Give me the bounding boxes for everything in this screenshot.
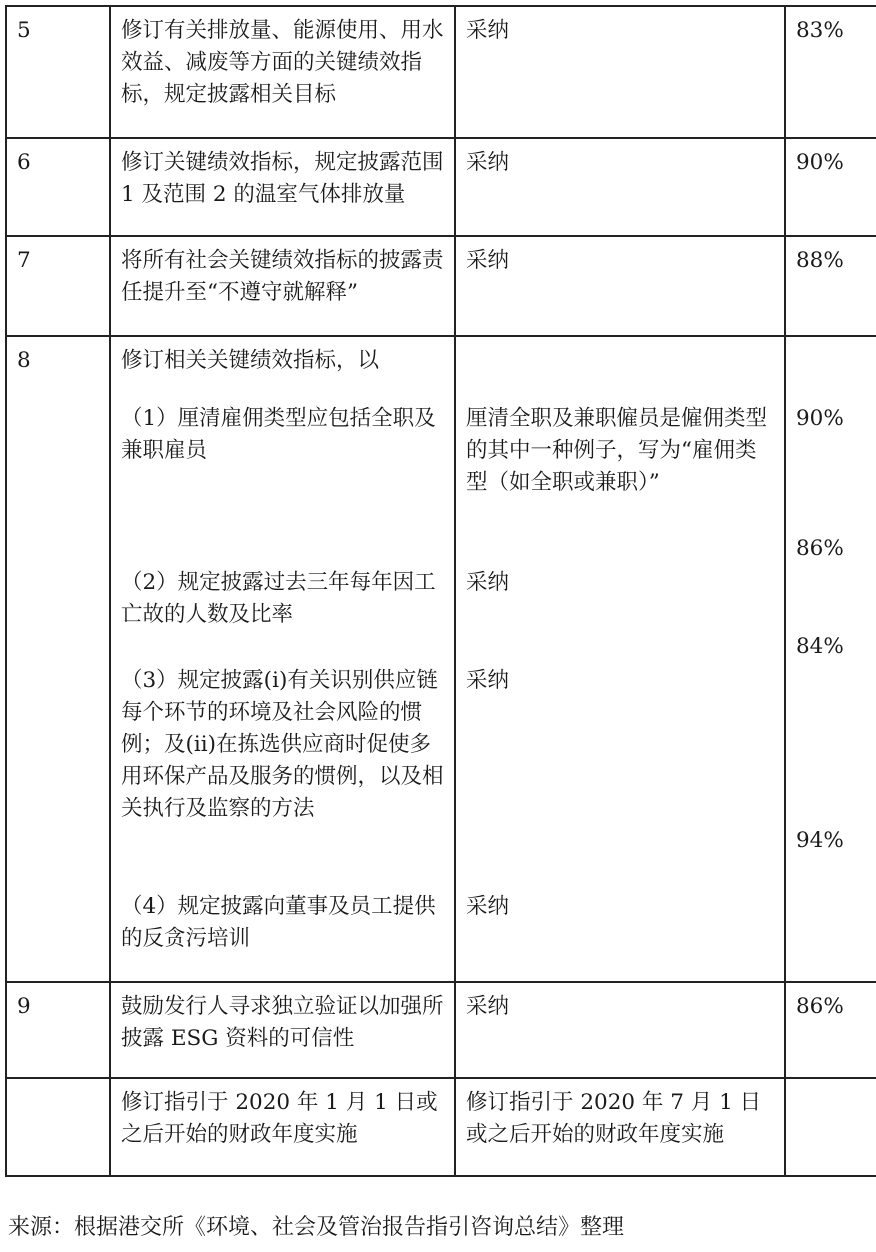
row-description: 修订有关排放量、能源使用、用水效益、减废等方面的关键绩效指标，规定披露相关目标	[110, 6, 455, 138]
row-number: 7	[6, 236, 110, 336]
table-row	[6, 336, 876, 982]
row-description: 修订关键绩效指标，规定披露范围 1 及范围 2 的温室气体排放量	[110, 138, 455, 236]
row-response: 修订指引于 2020 年 7 月 1 日或之后开始的财政年度实施	[455, 1078, 785, 1176]
table-row	[6, 982, 876, 1078]
sub-item-description: （2）规定披露过去三年每年因工亡故的人数及比率	[121, 570, 436, 627]
sub-item-response: 采纳	[466, 894, 510, 919]
row-description	[110, 336, 455, 982]
row-intro: 修订相关关键绩效指标，以	[121, 348, 380, 373]
row-number: 6	[6, 138, 110, 236]
row-description: 将所有社会关键绩效指标的披露责任提升至“不遵守就解释”	[110, 236, 455, 336]
row-response: 采纳	[455, 982, 785, 1078]
row-description: 修订指引于 2020 年 1 月 1 日或之后开始的财政年度实施	[110, 1078, 455, 1176]
row-percentage	[785, 1078, 876, 1176]
sub-item-response: 采纳	[466, 570, 510, 595]
sub-item-description: （1）厘清雇佣类型应包括全职及兼职雇员	[121, 406, 436, 463]
sub-item-percentage: 90%	[796, 406, 844, 431]
row-percentage: 86%	[785, 982, 876, 1078]
row-percentage: 83%	[785, 6, 876, 138]
table-row	[6, 1078, 876, 1176]
row-number	[6, 1078, 110, 1176]
row-number: 8	[6, 336, 110, 982]
sub-item-description: （3）规定披露(i)有关识别供应链每个环节的环境及社会风险的惯例；及(ii)在拣选供应商时促使多用环保产品及服务的惯例，以及相关执行及监察的方法	[121, 668, 444, 821]
recommendations-table	[5, 5, 876, 1177]
row-number: 9	[6, 982, 110, 1078]
source-note: 来源：根据港交所《环境、社会及管治报告指引咨询总结》整理	[8, 1215, 625, 1240]
row-response: 采纳	[455, 138, 785, 236]
table-row	[6, 236, 876, 336]
sub-item-response: 厘清全职及兼职僱员是僱佣类型的其中一种例子，写为“雇佣类型（如全职或兼职）”	[466, 406, 768, 495]
row-response	[455, 336, 785, 982]
row-percentage: 88%	[785, 236, 876, 336]
sub-item-response: 采纳	[466, 668, 510, 693]
table-row	[6, 138, 876, 236]
sub-item-percentage: 84%	[796, 634, 844, 659]
row-percentage: 90%	[785, 138, 876, 236]
row-number: 5	[6, 6, 110, 138]
sub-item-description: （4）规定披露向董事及员工提供的反贪污培训	[121, 894, 436, 951]
row-description: 鼓励发行人寻求独立验证以加强所披露 ESG 资料的可信性	[110, 982, 455, 1078]
row-response: 采纳	[455, 6, 785, 138]
row-percentage	[785, 336, 876, 982]
table-row	[6, 6, 876, 138]
row-response: 采纳	[455, 236, 785, 336]
sub-item-percentage: 94%	[796, 828, 844, 853]
sub-item-percentage: 86%	[796, 536, 844, 561]
